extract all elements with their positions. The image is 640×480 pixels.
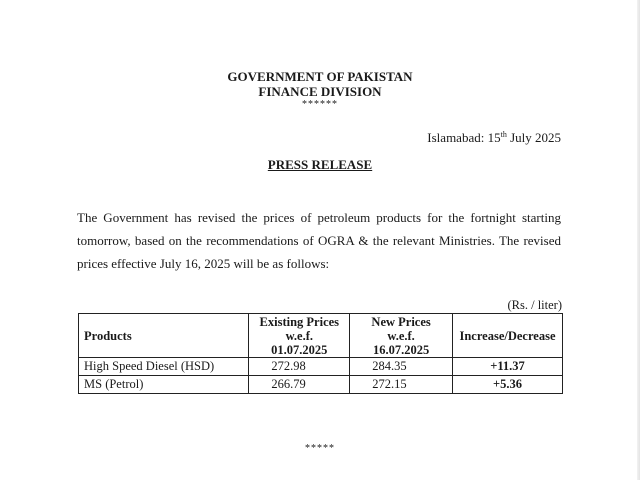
header-new-line1: New Prices [371, 314, 431, 329]
new-price: 272.15 [350, 376, 453, 394]
header-new-line2: w.e.f. [387, 328, 415, 343]
new-price: 284.35 [350, 358, 453, 376]
header-separator: ****** [302, 99, 338, 110]
header-existing-prices [249, 314, 350, 358]
header-products: Products [79, 314, 249, 358]
existing-price: 266.79 [249, 376, 350, 394]
header-change: Increase/Decrease [453, 314, 563, 358]
header-existing-line3: 01.07.2025 [271, 342, 328, 357]
division-title: FINANCE DIVISION [258, 84, 382, 99]
header-new-prices [350, 314, 453, 358]
product-name: High Speed Diesel (HSD) [79, 358, 249, 376]
body-paragraph: The Government has revised the prices of petroleum products for the fortnight starting tomorrow, based on the recommendations of OGRA & the relevant Ministries. The revised prices effective July 16, 2025 will be as follows: [77, 210, 561, 271]
press-release-title: PRESS RELEASE [267, 157, 373, 172]
table-row [79, 358, 563, 376]
dateline-rest: July 2025 [506, 130, 561, 145]
header-new-line3: 16.07.2025 [372, 342, 430, 357]
unit-note: (Rs. / liter) [507, 298, 562, 312]
dateline-ordinal: th [500, 130, 507, 139]
product-name: MS (Petrol) [79, 376, 249, 394]
table-header-row [79, 314, 563, 358]
header-existing-line2: w.e.f. [285, 328, 314, 343]
price-change: +5.36 [453, 376, 563, 394]
existing-price: 272.98 [249, 358, 350, 376]
price-change: +11.37 [453, 358, 563, 376]
price-table [78, 313, 563, 394]
government-title: GOVERNMENT OF PAKISTAN [227, 69, 413, 84]
dateline-prefix: Islamabad: 15 [427, 130, 501, 145]
footer-separator: ***** [305, 443, 335, 454]
header-existing-line1: Existing Prices [259, 314, 340, 329]
table-row [79, 376, 563, 394]
dateline [427, 130, 561, 146]
